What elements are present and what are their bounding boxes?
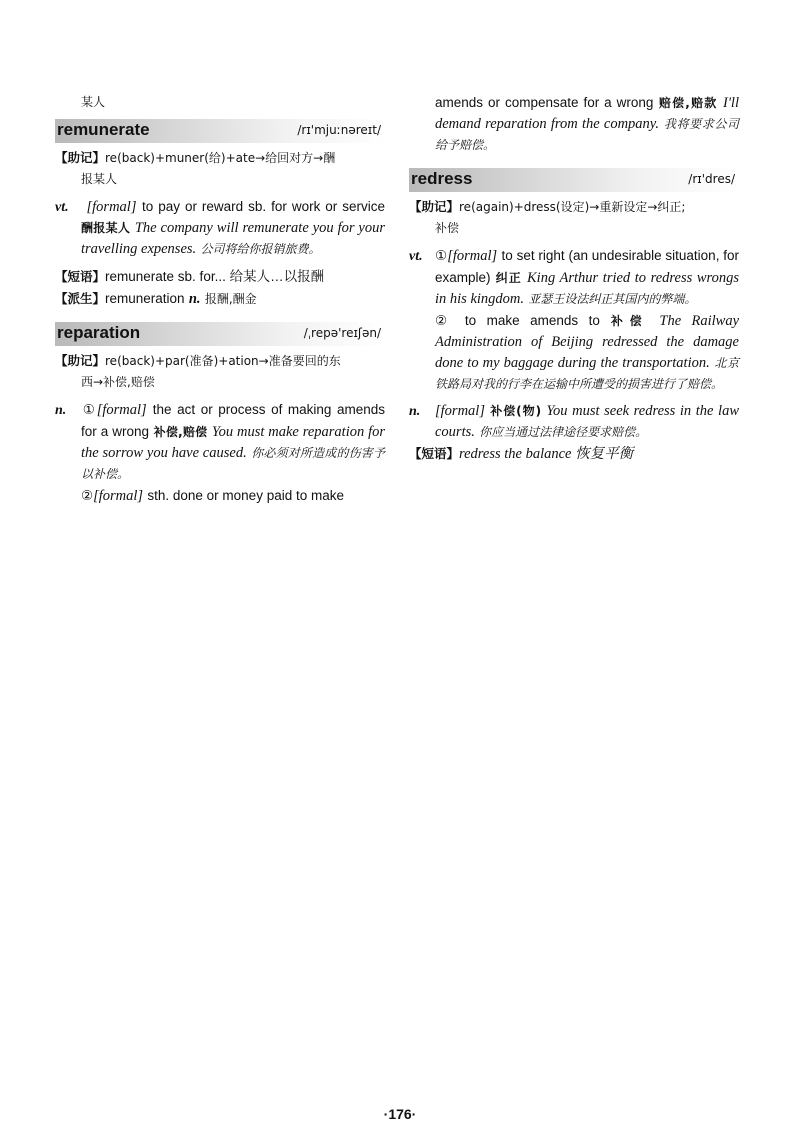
pronunciation: /rɪ'mjuːnəreɪt/ [297,123,381,137]
headword: remunerate [57,120,150,139]
mnemonic [409,196,739,218]
phrase [409,443,739,465]
mnemonic [55,147,385,169]
derivative-pos: n. [188,291,201,307]
mnemonic-tag: 【助记】 [55,353,106,368]
definition-cn: 酬报某人 [81,221,131,235]
part-of-speech: vt. [409,249,423,264]
definition: sth. done or money paid to make [147,488,344,503]
example: King Arthur tried to redress wrongs in his kingdom. [435,270,740,307]
pronunciation: /ˌrepə'reɪʃən/ [303,326,381,340]
phrase-tag: 【短语】 [55,269,106,284]
mnemonic-tag: 【助记】 [409,199,460,214]
definition-cn: 赔偿,赔款 [658,96,718,110]
example-cn: 我将要求公司给予赔偿。 [435,117,739,152]
sense-2 [55,485,385,507]
right-column [409,92,739,465]
phrase [55,266,385,288]
register-label: [formal] [86,199,137,215]
entry-header-redress [409,168,739,192]
derivative-word: remuneration [105,291,185,306]
phrase-tag: 【短语】 [409,446,460,461]
headword: redress [411,169,473,188]
example: You must seek redress in the law courts. [435,403,739,440]
sense-number: ① [435,248,448,263]
definition: amends or compensate for a wrong [435,95,654,110]
left-column [55,92,385,507]
derivative [55,288,385,310]
part-of-speech: n. [55,403,67,418]
example: I'll demand reparation from the company. [435,95,739,132]
example: The Railway Administration of Beijing redressed the damage done to my baggage during the transportation. [435,313,740,371]
headword: reparation [57,323,141,342]
part-of-speech: vt. [55,200,69,215]
definition: the act or process of making amends for a wrong [81,402,385,439]
phrase-text: redress the balance 恢复平衡 [459,446,634,462]
sense-2 [409,310,739,395]
definition-cn: 补偿,赔偿 [153,425,208,439]
register-label: [formal] [96,402,147,418]
mnemonic-text-cont: 报某人 [81,172,118,186]
mnemonic-text: re(back)+muner(给)+ate→给回对方→酬 [105,151,336,165]
sense-number: ② [435,313,454,328]
register-label: [formal] [93,488,144,504]
definition: to make amends to [464,313,600,328]
mnemonic-text: re(back)+par(准备)+ation→准备要回的东 [105,354,341,368]
definition-cn: 补偿 [610,314,649,328]
example: The company will remunerate you for your travelling expenses. [81,220,385,257]
continued-text: 某人 [81,95,106,109]
definition: to set right (an undesirable situation, for example) [435,248,740,285]
example-cn: 你应当通过法律途径要求赔偿。 [479,425,648,439]
sense-1 [55,399,385,485]
example-cn: 亚瑟王设法纠正其国内的弊端。 [528,292,697,306]
example: You must make reparation for the sorrow you have caused. [81,424,386,461]
sense-1 [409,245,739,310]
example-cn: 你必须对所造成的伤害予以补偿。 [81,446,385,481]
sense-number: ① [81,402,97,417]
mnemonic-text-cont: 西→补偿,赔偿 [81,375,155,389]
entry-header-reparation [55,322,385,346]
page-number: ·176· [383,1106,417,1122]
definition: to pay or reward sb. for work or service [142,199,386,214]
definition-cn: 补偿(物) [490,404,542,418]
mnemonic [55,350,385,372]
pronunciation: /rɪ'dres/ [688,172,735,186]
phrase-text: remunerate sb. for... 给某人…以报酬 [105,269,325,284]
derivative-tag: 【派生】 [55,291,106,306]
mnemonic-text: re(again)+dress(设定)→重新设定→纠正; [459,200,686,214]
entry-header-remunerate [55,119,385,143]
mnemonic-tag: 【助记】 [55,150,106,165]
sense-noun [409,401,739,443]
definition-cn: 纠正 [495,271,522,285]
example-cn: 公司将给你报销旅费。 [200,242,321,256]
part-of-speech: n. [409,404,421,419]
derivative-cn: 报酬,酬金 [204,292,257,306]
register-label: [formal] [435,403,485,419]
register-label: [formal] [447,248,498,264]
example-cn: 北京铁路局对我的行李在运输中所遭受的损害进行了赔偿。 [435,356,739,391]
sense-vt [55,196,385,260]
mnemonic-text-cont: 补偿 [435,221,460,235]
continued-sense [409,92,739,156]
sense-number: ② [81,488,94,503]
